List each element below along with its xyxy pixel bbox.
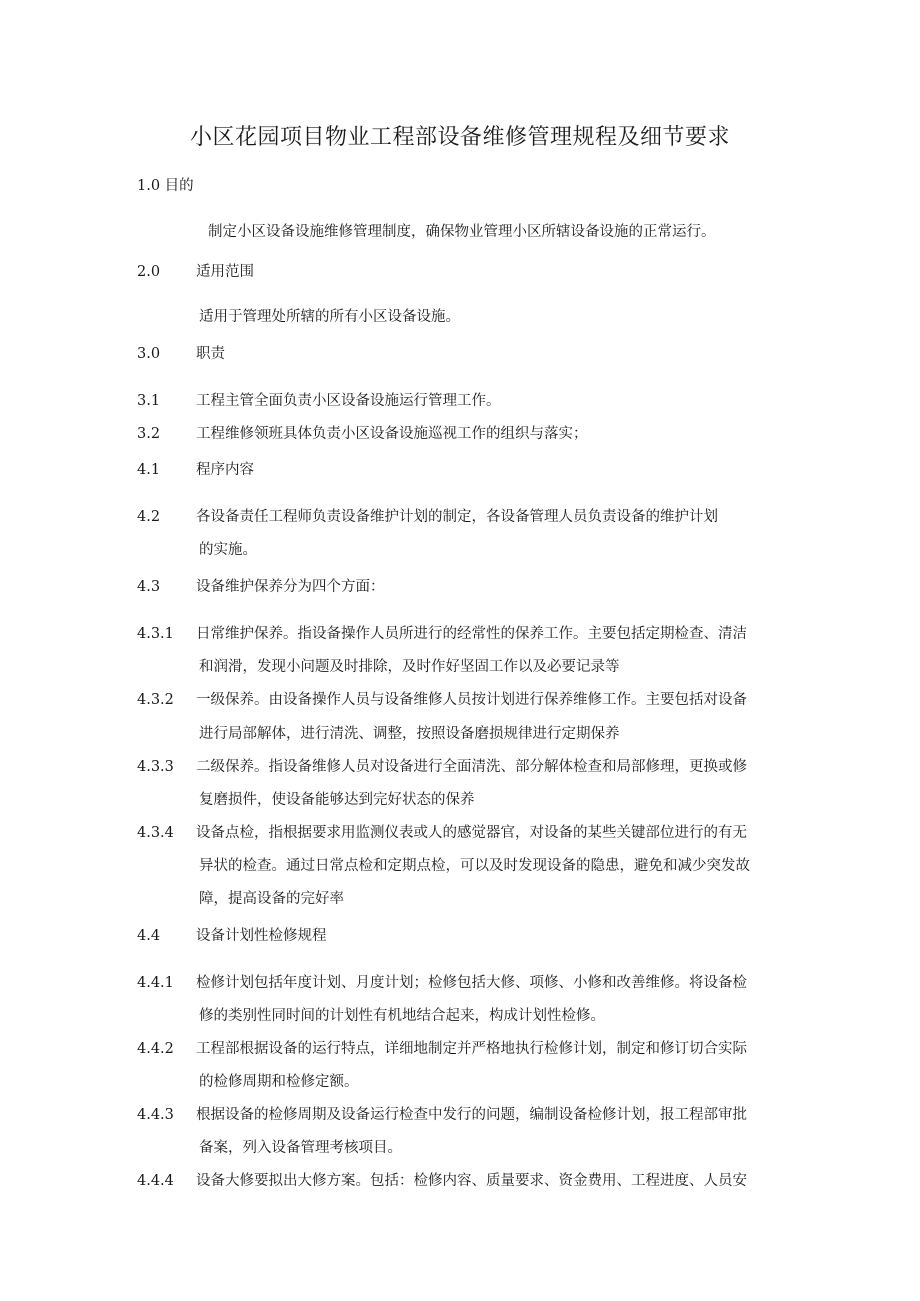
- document-title: 小区花园项目物业工程部设备维修管理规程及细节要求: [189, 125, 730, 150]
- document-page: 小区花园项目物业工程部设备维修管理规程及细节要求 1.0 目的 制定小区设备设施维修管理制度，确保物业管理小区所辖设备设施的正常运行。 2.0 适用范围 适用于管理处所辖的所有小区设备设施。 3.0 职责 3.1 工程主管全面负责小区设备设施运行管理工作。 3.2 工程维修领班具体负责小区设备设施巡视工作的组织与落实； 4.1 程序内容 4.2 各设备责任工程师负责设备维护计划的制定，各设备管理人员负责设备的维护计划 的实施。 4.3 设备维护保养分为四个方面： 4.3.1 日常维护保养。指设备操作人员所进行的经常性的保养工作。主要包括定期检查、清洁 和润滑，发现小问题及时排除，及时作好坚固工作以及必要记录等 4.3.2 一级保养。由设备操作人员与设备维修人员按计划进行保养维修工作。主要包括对设备 进行局部解体，进行清洗、调整，按照设备磨损规律进行定期保养 4.3.3 二级保养。指设备维修人员对设备进行全面清洗、部分解体检查和局部修理，更换或修 复磨损件，使设备能够达到完好状态的保养 4.3.4 设备点检，指根据要求用监测仪表或人的感觉器官，对设备的某些关键部位进行的有无 异状的检查。通过日常点检和定期点检，可以及时发现设备的隐患，避免和减少突发故 障，提高设备的完好率 4.4 设备计划性检修规程 4.4.1 检修计划包括年度计划、月度计划；检修包括大修、项修、小修和改善维修。将设备检 修的类别性同时间的计划性有机地结合起来，构成计划性检修。 4.4.2 工程部根据设备的运行特点，详细地制定并严格地执行检修计划，制定和修订切合实际 的检修周期和检修定额。 4.4.3 根据设备的检修周期及设备运行检查中发行的问题，编制设备检修计划，报工程部审批 备案，列入设备管理考核项目。 4.4.4 设备大修要拟出大修方案。包括：检修内容、质量要求、资金费用、工程进度、人员安: [0, 0, 920, 1301]
